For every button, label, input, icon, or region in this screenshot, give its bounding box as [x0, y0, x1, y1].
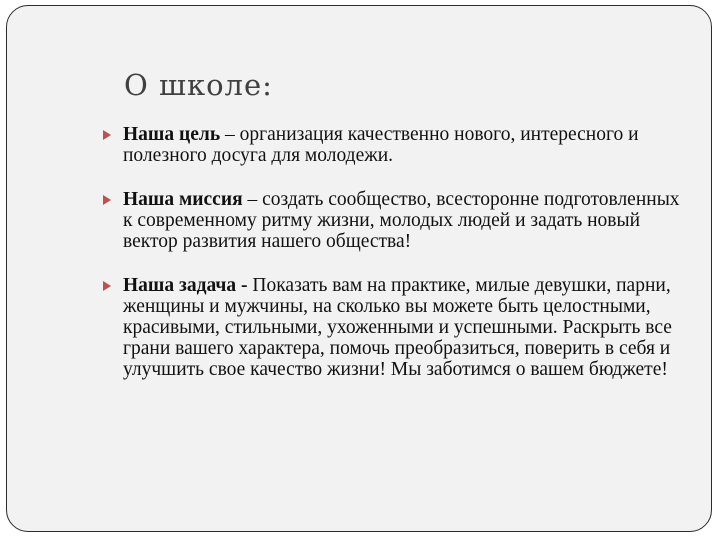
bullet-marker-icon	[103, 195, 111, 205]
bullet-text: – создать сообщество, всесторонне подготовленных к современному ритму жизни, молодых людей и задать новый вектор развития нашего общества!	[123, 189, 680, 252]
bullet-lead: Наша цель	[123, 124, 221, 145]
slide-title: О школе:	[124, 68, 273, 102]
bullet-text: Показать вам на практике, милые девушки, парни, женщины и мужчины, на сколько вы можете быть целостными, красивыми, стильными, ухоженными и успешными. Раскрыть все грани вашего характера, помочь преобразиться, поверить в себя и улучшить свое качество жизни! Мы заботимся о вашем бюджете!	[123, 275, 672, 380]
bullet-lead: Наша задача -	[123, 275, 248, 296]
bullet-marker-icon	[103, 281, 111, 291]
bullet-lead: Наша миссия	[123, 189, 243, 210]
bullet-mission	[103, 189, 693, 252]
bullet-text: – организация качественно нового, интересного и полезного досуга для молодежи.	[123, 124, 639, 166]
bullet-list	[103, 124, 693, 380]
bullet-task	[103, 275, 693, 380]
bullet-goal	[103, 124, 693, 166]
bullet-marker-icon	[103, 130, 111, 140]
